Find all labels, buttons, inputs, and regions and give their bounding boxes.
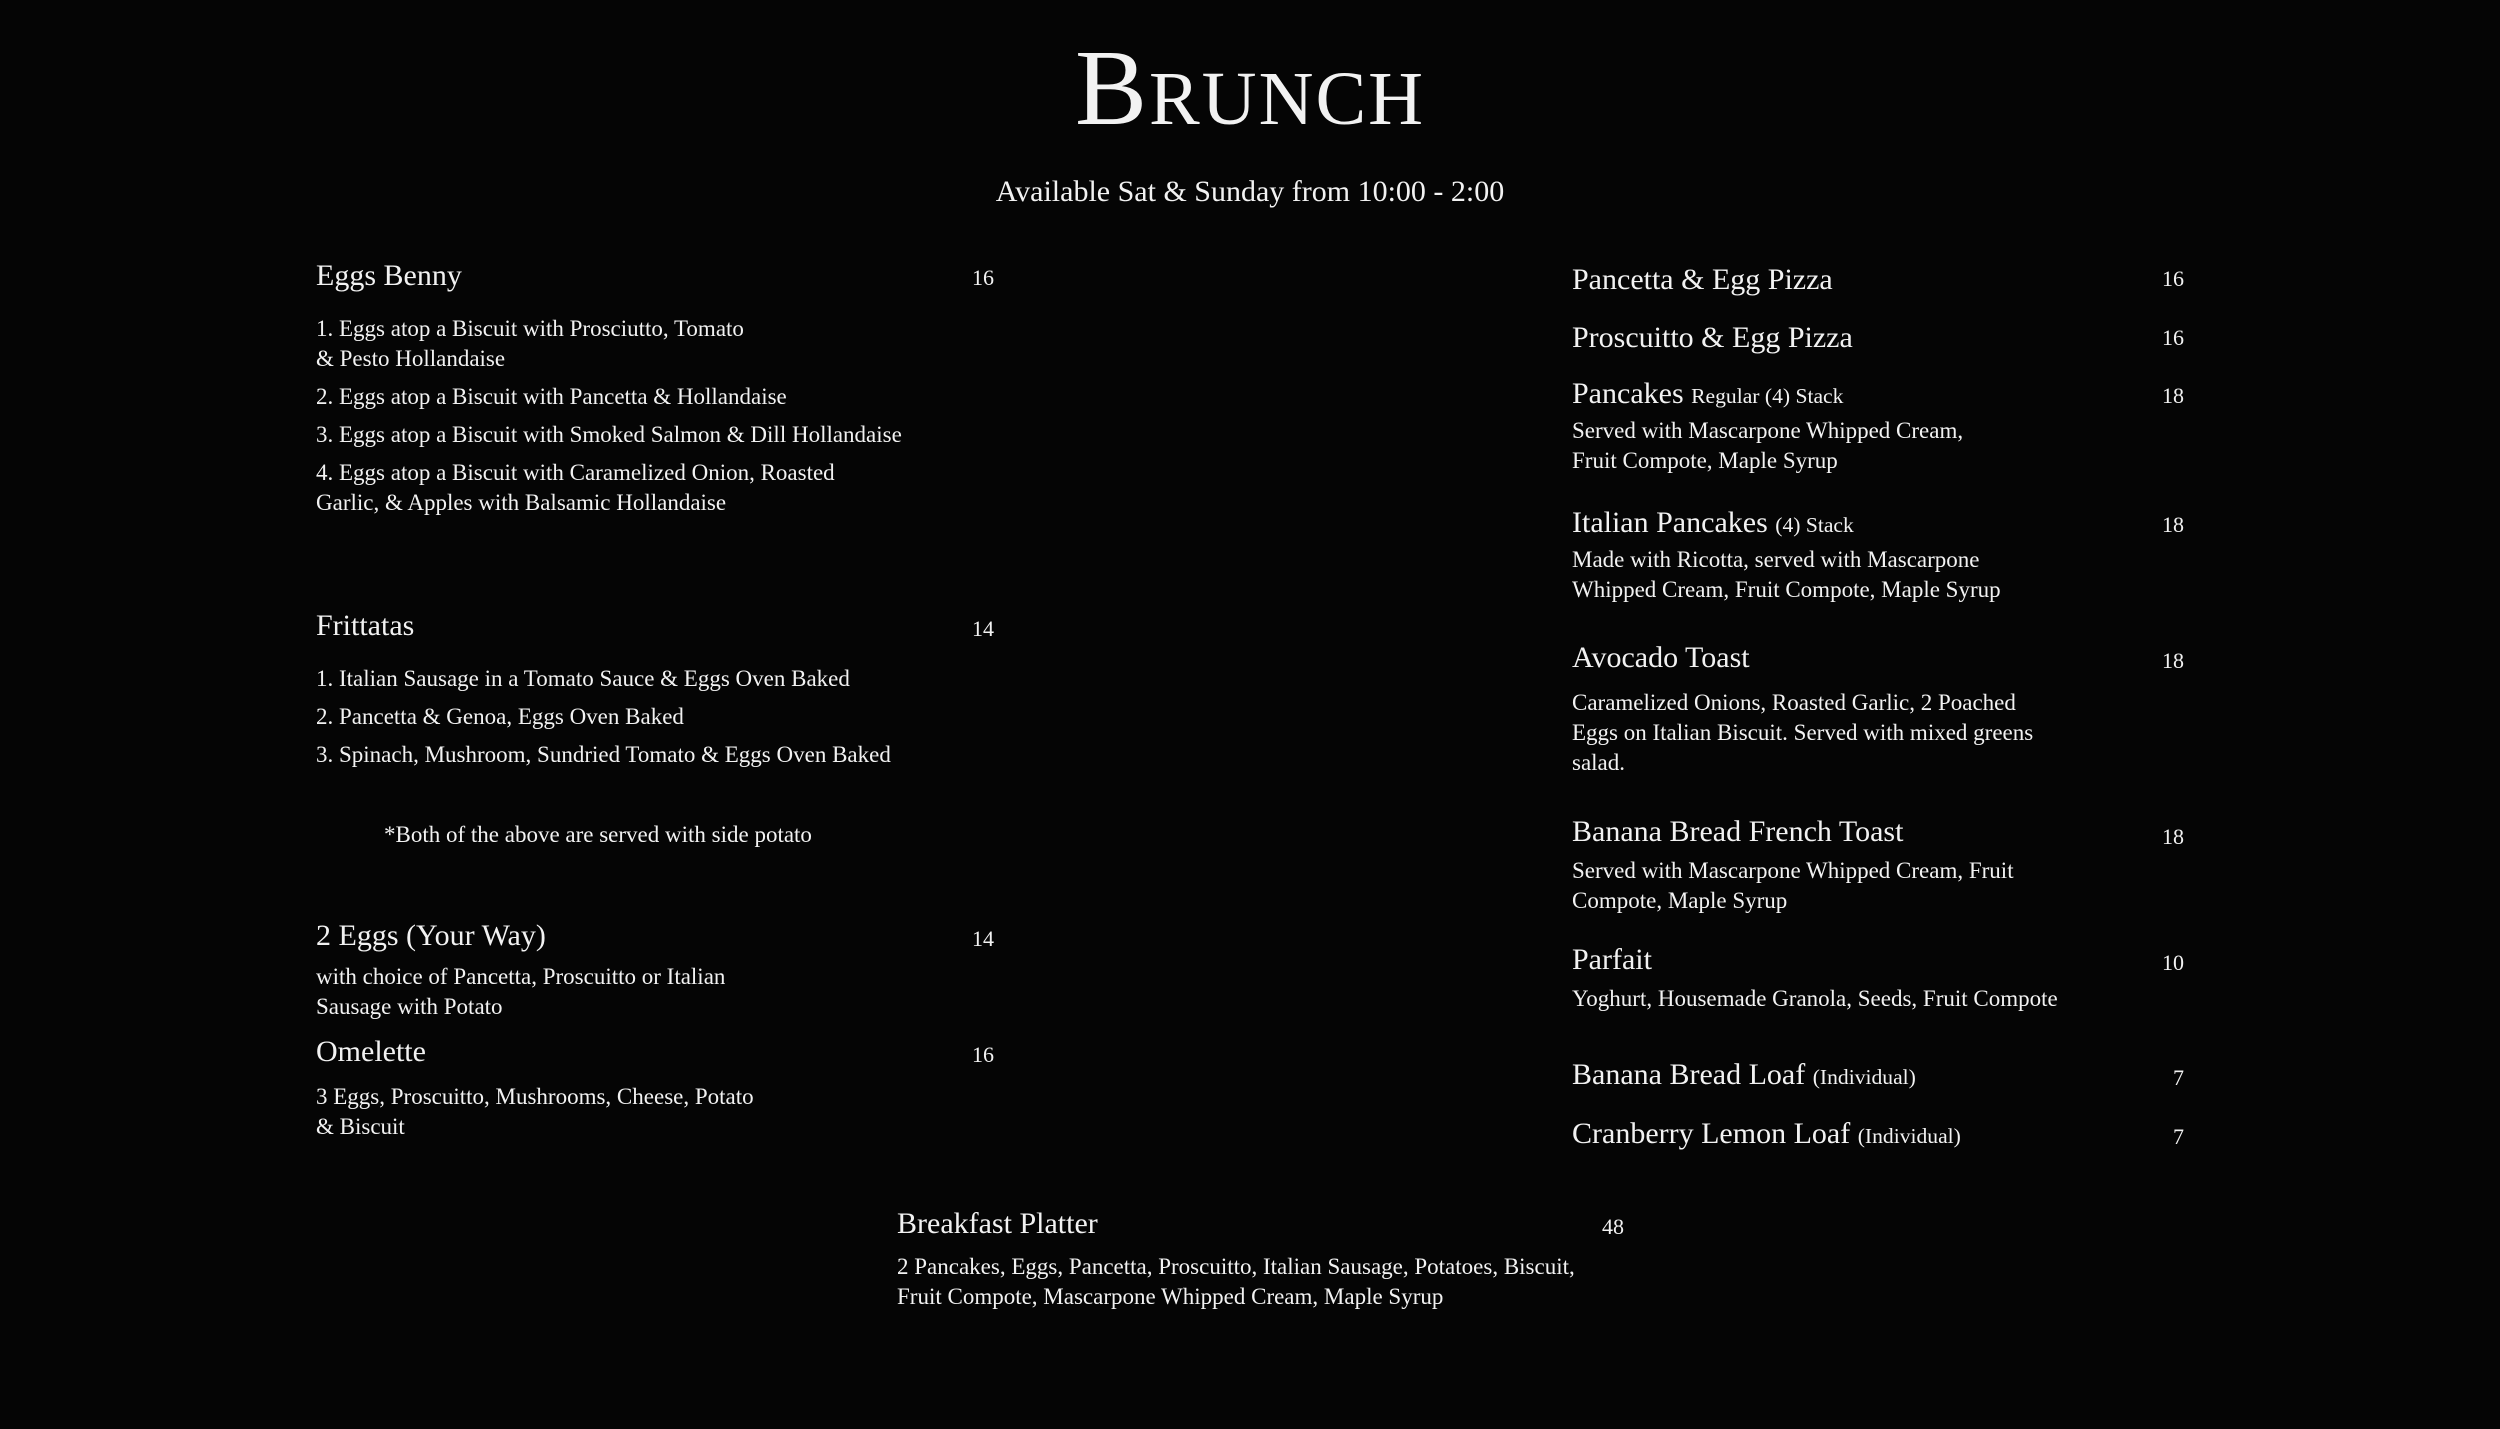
item-name: Banana Bread Loaf xyxy=(1572,1058,1806,1091)
item-price: 16 xyxy=(2162,266,2184,291)
menu-item-frittatas xyxy=(316,608,1016,770)
menu-item-banana-french-toast xyxy=(1572,814,2212,916)
menu-title: Brunch xyxy=(1074,29,1426,148)
menu-item-pancetta-pizza xyxy=(1572,262,2212,298)
menu-item-parfait xyxy=(1572,942,2212,1014)
item-description: Made with Ricotta, served with Mascarpone Whipped Cream, Fruit Compote, Maple Syrup xyxy=(1572,547,2001,602)
item-description: Served with Mascarpone Whipped Cream, Fruit Compote, Maple Syrup xyxy=(1572,418,1964,473)
item-description: with choice of Pancetta, Proscuitto or Italian Sausage with Potato xyxy=(316,964,726,1019)
item-name: Banana Bread French Toast xyxy=(1572,815,1904,848)
menu-item-cranberry-loaf xyxy=(1572,1116,2212,1152)
option-line: 2. Pancetta & Genoa, Eggs Oven Baked xyxy=(316,704,684,729)
item-price: 18 xyxy=(2162,824,2184,849)
option-line: 1. Italian Sausage in a Tomato Sauce & Eggs Oven Baked xyxy=(316,666,850,691)
item-name: Frittatas xyxy=(316,609,415,642)
item-description: 3 Eggs, Proscuitto, Mushrooms, Cheese, Potato & Biscuit xyxy=(316,1084,754,1139)
item-name: Pancetta & Egg Pizza xyxy=(1572,263,1833,296)
item-name: Italian Pancakes xyxy=(1572,506,1768,539)
item-price: 18 xyxy=(2162,648,2184,673)
item-price: 7 xyxy=(2173,1124,2184,1149)
option-line: 1. Eggs atop a Biscuit with Prosciutto, Tomato & Pesto Hollandaise xyxy=(316,316,744,371)
side-potato-footnote: *Both of the above are served with side potato xyxy=(384,822,812,847)
option-line: 3. Eggs atop a Biscuit with Smoked Salmon & Dill Hollandaise xyxy=(316,422,902,447)
menu-item-proscuitto-pizza xyxy=(1572,320,2212,356)
item-name: Pancakes xyxy=(1572,377,1684,410)
item-description: Yoghurt, Housemade Granola, Seeds, Fruit Compote xyxy=(1572,986,2058,1011)
menu-item-omelette xyxy=(316,1034,1016,1142)
item-note: (Individual) xyxy=(1857,1124,1961,1148)
item-name: Parfait xyxy=(1572,943,1652,976)
item-price: 16 xyxy=(972,1042,994,1067)
item-note: (Individual) xyxy=(1812,1065,1916,1089)
item-note: Regular (4) Stack xyxy=(1691,384,1844,408)
item-name: Avocado Toast xyxy=(1572,641,1750,674)
item-name: Breakfast Platter xyxy=(897,1207,1098,1240)
item-name: Eggs Benny xyxy=(316,259,462,292)
item-price: 18 xyxy=(2162,383,2184,408)
item-price: 10 xyxy=(2162,950,2184,975)
menu-item-italian-pancakes xyxy=(1572,505,2212,605)
menu-item-eggs-benny xyxy=(316,258,1016,518)
item-name: Cranberry Lemon Loaf xyxy=(1572,1117,1851,1150)
menu-item-pancakes xyxy=(1572,376,2212,476)
item-price: 48 xyxy=(1602,1214,1624,1239)
item-price: 14 xyxy=(972,616,994,641)
item-price: 16 xyxy=(972,265,994,290)
option-line: 3. Spinach, Mushroom, Sundried Tomato & Eggs Oven Baked xyxy=(316,742,891,767)
item-description: 2 Pancakes, Eggs, Pancetta, Proscuitto, Italian Sausage, Potatoes, Biscuit, Fruit Compote, Mascarpone Whipped Cream, Maple Syrup xyxy=(897,1254,1575,1309)
item-description: Caramelized Onions, Roasted Garlic, 2 Poached Eggs on Italian Biscuit. Served with mixed greens salad. xyxy=(1572,690,2034,775)
item-name: 2 Eggs (Your Way) xyxy=(316,919,546,952)
item-name: Omelette xyxy=(316,1035,426,1068)
option-line: 2. Eggs atop a Biscuit with Pancetta & Hollandaise xyxy=(316,384,787,409)
item-description: Served with Mascarpone Whipped Cream, Fruit Compote, Maple Syrup xyxy=(1572,858,2014,913)
menu-item-banana-loaf xyxy=(1572,1057,2212,1093)
item-price: 18 xyxy=(2162,512,2184,537)
availability-subtitle: Available Sat & Sunday from 10:00 - 2:00 xyxy=(995,175,1505,208)
option-line: 4. Eggs atop a Biscuit with Caramelized Onion, Roasted Garlic, & Apples with Balsamic Hollandaise xyxy=(316,460,835,515)
item-name: Proscuitto & Egg Pizza xyxy=(1572,321,1853,354)
item-price: 16 xyxy=(2162,325,2184,350)
item-price: 14 xyxy=(972,926,994,951)
menu-item-avocado-toast xyxy=(1572,640,2212,778)
item-price: 7 xyxy=(2173,1065,2184,1090)
item-note: (4) Stack xyxy=(1775,513,1854,537)
menu-item-two-eggs xyxy=(316,918,1016,1022)
